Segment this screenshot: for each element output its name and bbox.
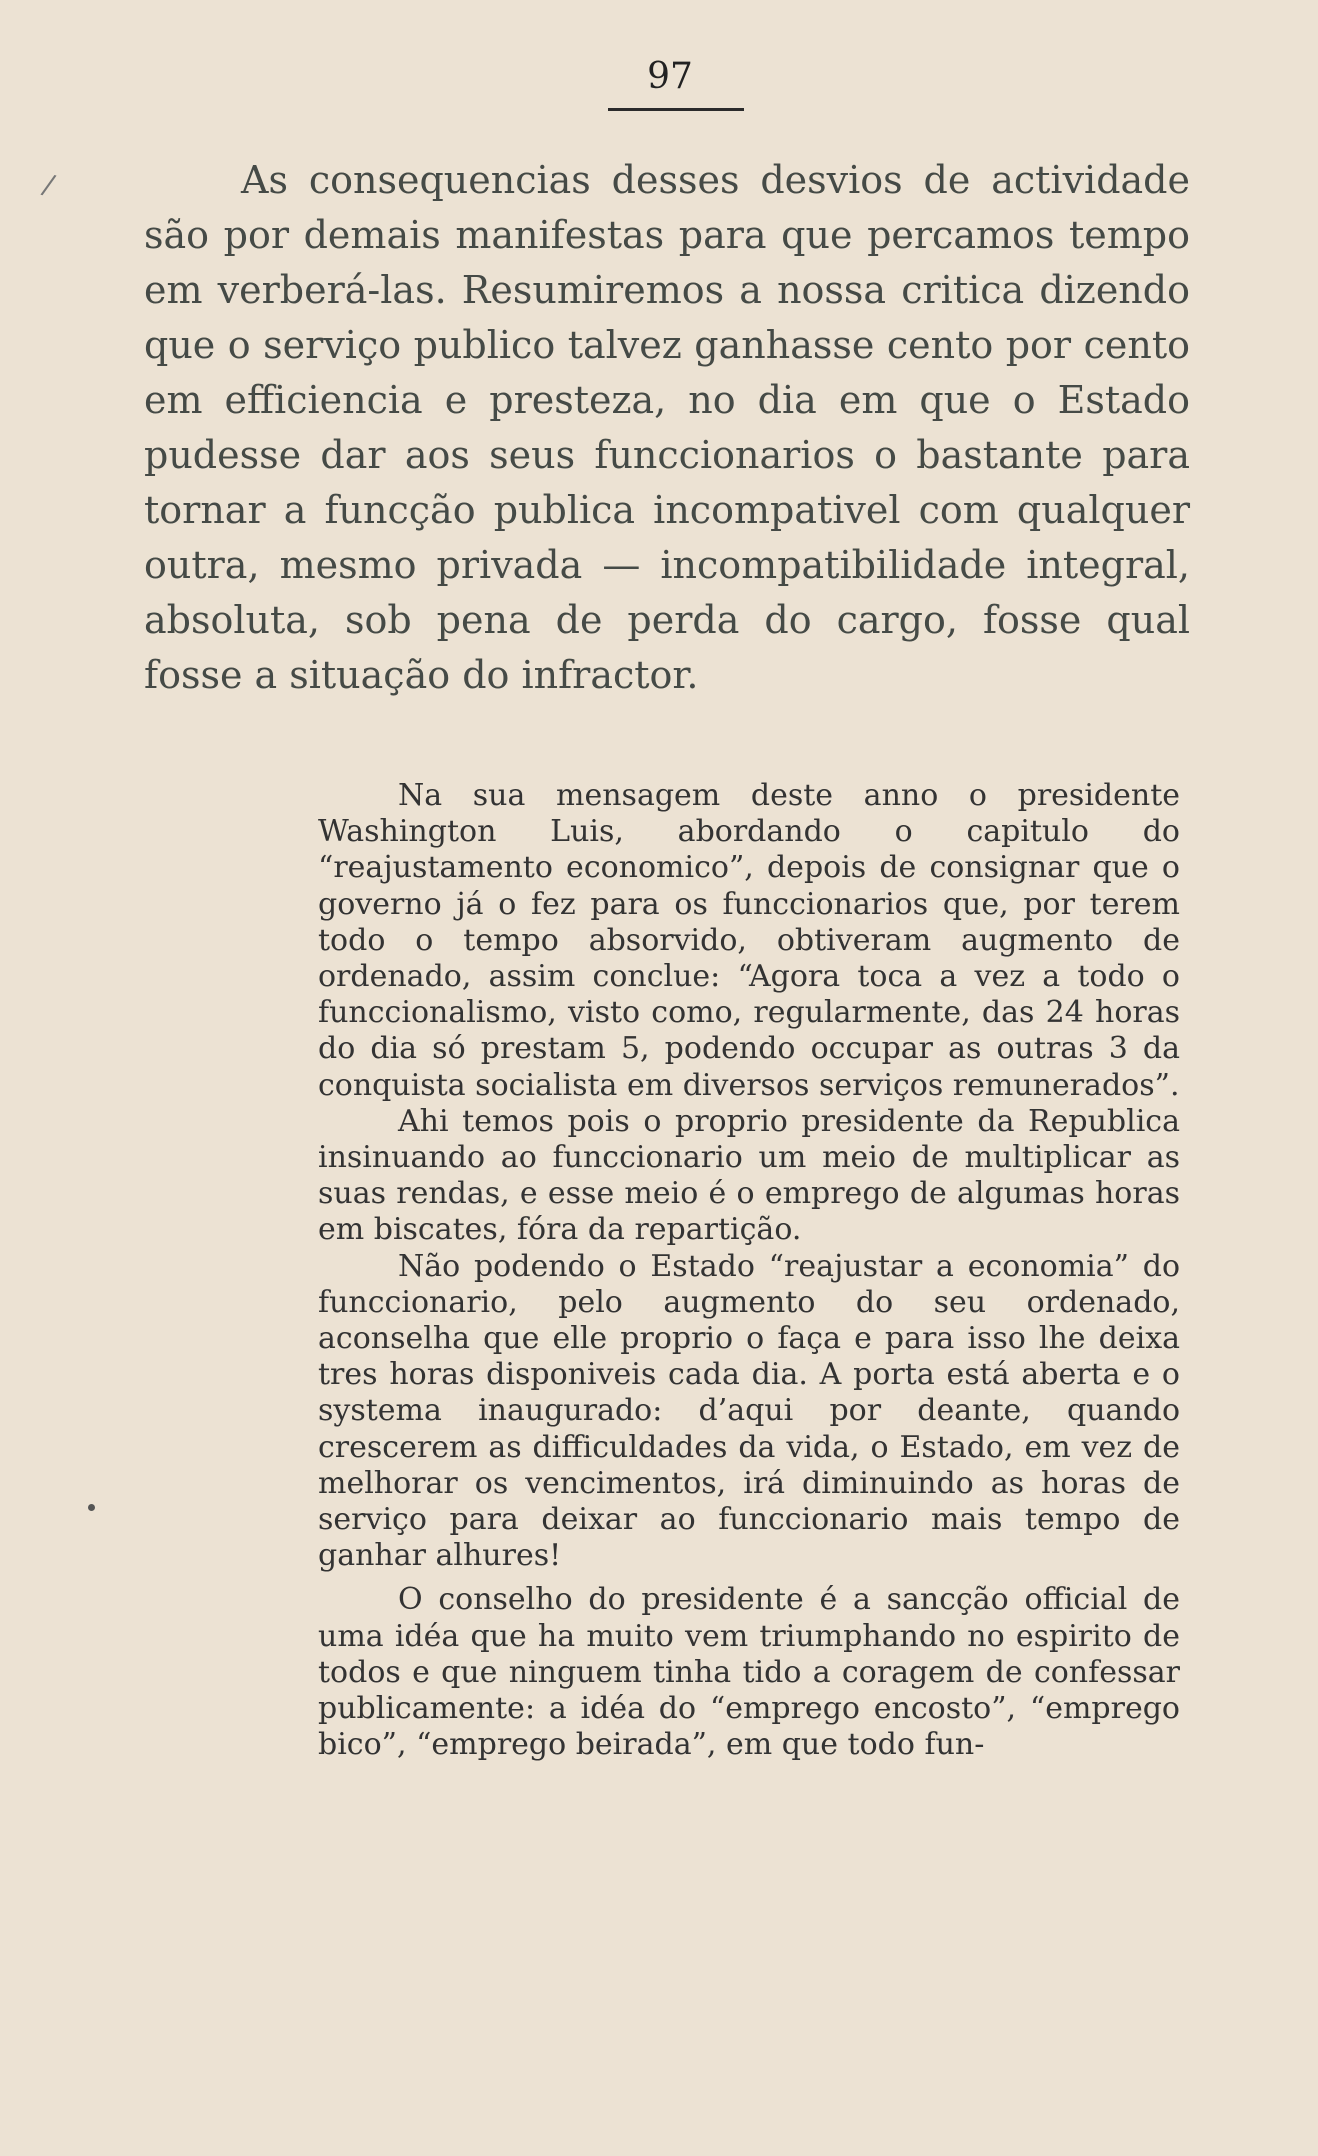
quote-paragraph: Na sua mensagem deste anno o presidente Washington Luis, abordando o capitulo do “reajustamento economico”, depois de consignar que o governo já o fez para os funccionarios que, por terem todo o tempo absorvido, obtiveram augmento de ordenado, assim conclue: “Agora toca a vez a todo o funccionalismo, visto como, regularmente, das 24 horas do dia só prestam 5, podendo occupar as outras 3 da conquista socialista em diversos serviços remunerados”. — [318, 778, 1180, 1103]
quote-block — [318, 778, 1180, 1763]
quote-paragraph: Não podendo o Estado “reajustar a economia” do funccionario, pelo augmento do seu ordenado, aconselha que elle proprio o faça e para isso lhe deixa tres horas disponiveis cada dia. A porta está aberta e o systema inaugurado: d’aqui por deante, quando crescerem as difficuldades da vida, o Estado, em vez de melhorar os vencimentos, irá diminuindo as horas de serviço para deixar ao funccionario mais tempo de ganhar alhures! — [318, 1248, 1180, 1574]
page-number-rule — [608, 108, 744, 111]
quote-paragraph: Ahi temos pois o proprio presidente da Republica insinuando ao funccionario um meio de multiplicar as suas rendas, e esse meio é o emprego de algumas horas em biscates, fóra da repartição. — [318, 1103, 1180, 1248]
main-paragraph: As consequencias desses desvios de actividade são por demais manifestas para que percamos tempo em verberá-las. Resumiremos a nossa critica dizendo que o serviço publico talvez ganhasse cento por cento em efficiencia e presteza, no dia em que o Estado pudesse dar aos seus funccionarios o bastante para tornar a funcção publica incompativel com qualquer outra, mesmo privada — incompatibilidade integral, absoluta, sob pena de perda do cargo, fosse qual fosse a situação do infractor. — [144, 158, 1190, 697]
stray-pencil-mark: / — [39, 167, 59, 202]
quote-paragraph: O conselho do presidente é a sancção official de uma idéa que ha muito vem triumphando no espirito de todos e que ninguem tinha tido a coragem de confessar publicamente: a idéa do “emprego encosto”, “emprego bico”, “emprego beirada”, em que todo fun- — [318, 1582, 1180, 1763]
stray-dot-mark — [88, 1504, 95, 1511]
page-number: 97 — [647, 56, 693, 97]
main-text — [144, 153, 1190, 703]
